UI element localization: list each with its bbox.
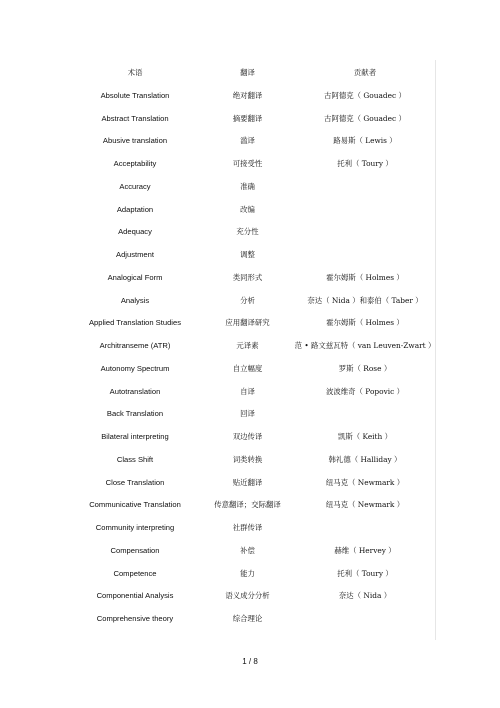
translation-cell: 回译 bbox=[240, 409, 255, 419]
table-row bbox=[0, 335, 500, 358]
table-row bbox=[0, 312, 500, 335]
contributor-cell bbox=[295, 403, 435, 426]
term-cell: Communicative Translation bbox=[89, 500, 181, 510]
translation-cell: 分析 bbox=[240, 295, 255, 305]
contributor-cell: 托利（ Toury ） bbox=[337, 159, 393, 168]
terminology-table bbox=[0, 62, 500, 631]
contributor-cell: 古阿德克（ Gouadec ） bbox=[324, 90, 406, 100]
contributor-cell: 赫维（ Hervey ） bbox=[334, 545, 396, 555]
contributor-cell: 奈达（ Nida ）和泰伯（ Taber ） bbox=[307, 295, 423, 305]
contributor-cell bbox=[295, 176, 435, 199]
term-cell: Architranseme (ATR) bbox=[99, 341, 171, 350]
table-row bbox=[0, 540, 500, 563]
table-row bbox=[0, 153, 500, 176]
translation-cell: 可接受性 bbox=[232, 159, 263, 168]
translation-cell: 摘要翻译 bbox=[232, 113, 263, 123]
table-row bbox=[0, 608, 500, 631]
translation-cell: 充分性 bbox=[236, 227, 259, 237]
table-row bbox=[0, 130, 500, 153]
table-row bbox=[0, 290, 500, 313]
term-cell: Absolute Translation bbox=[100, 90, 170, 100]
header-translation: 翻译 bbox=[240, 68, 255, 77]
contributor-cell: 霍尔姆斯（ Holmes ） bbox=[326, 272, 404, 282]
term-cell: Compensation bbox=[110, 545, 160, 555]
contributor-cell: 路易斯（ Lewis ） bbox=[333, 136, 397, 146]
term-cell: Adjustment bbox=[116, 250, 154, 259]
term-cell: Autonomy Spectrum bbox=[100, 363, 170, 373]
contributor-cell: 奈达（ Nida ） bbox=[338, 591, 392, 601]
table-row bbox=[0, 176, 500, 199]
table-row bbox=[0, 494, 500, 517]
contributor-cell bbox=[295, 608, 435, 631]
term-cell: Competence bbox=[113, 568, 157, 578]
term-cell: Analysis bbox=[120, 295, 150, 305]
term-cell: Adequacy bbox=[118, 227, 152, 237]
term-cell: Class Shift bbox=[116, 454, 154, 464]
table-row bbox=[0, 517, 500, 540]
translation-cell: 元译素 bbox=[236, 341, 259, 350]
translation-cell: 应用翻译研究 bbox=[225, 318, 270, 328]
translation-cell: 综合理论 bbox=[232, 614, 263, 623]
table-header bbox=[0, 62, 500, 85]
translation-cell: 传意翻译；交际翻译 bbox=[214, 500, 281, 510]
translation-cell: 改编 bbox=[240, 204, 255, 214]
contributor-cell: 纽马克（ Newmark ） bbox=[325, 500, 405, 510]
header-contributor: 贡献者 bbox=[353, 68, 377, 77]
translation-cell: 自立幅度 bbox=[232, 363, 263, 373]
translation-cell: 绝对翻译 bbox=[232, 90, 263, 100]
table-row bbox=[0, 358, 500, 381]
contributor-cell: 波波维奇（ Popovic ） bbox=[325, 386, 405, 396]
table-row bbox=[0, 563, 500, 586]
table-row bbox=[0, 403, 500, 426]
translation-cell: 调整 bbox=[240, 250, 255, 259]
translation-cell: 准确 bbox=[240, 181, 255, 191]
table-row bbox=[0, 108, 500, 131]
term-cell: Abusive translation bbox=[102, 136, 168, 146]
contributor-cell: 凯斯（ Keith ） bbox=[337, 432, 393, 441]
contributor-cell: 纽马克（ Newmark ） bbox=[325, 477, 405, 487]
header-term: 术语 bbox=[127, 68, 143, 77]
translation-cell: 类同形式 bbox=[232, 272, 263, 282]
table-row bbox=[0, 449, 500, 472]
term-cell: Autotranslation bbox=[109, 386, 161, 396]
translation-cell: 语义成分分析 bbox=[225, 591, 270, 601]
contributor-cell: 霍尔姆斯（ Holmes ） bbox=[326, 318, 404, 328]
term-cell: Componential Analysis bbox=[96, 591, 174, 601]
contributor-cell: 范 • 路文兹瓦特（ van Leuven-Zwart ） bbox=[294, 341, 436, 350]
translation-cell: 补偿 bbox=[240, 545, 255, 555]
contributor-cell: 古阿德克（ Gouadec ） bbox=[324, 113, 406, 123]
contributor-cell: 托利（ Toury ） bbox=[337, 568, 393, 578]
term-cell: Bilateral interpreting bbox=[101, 432, 169, 441]
table-row bbox=[0, 585, 500, 608]
table-row bbox=[0, 381, 500, 404]
table-row bbox=[0, 426, 500, 449]
contributor-cell bbox=[295, 244, 435, 267]
table-body bbox=[0, 85, 500, 631]
table-row bbox=[0, 199, 500, 222]
contributor-cell: 罗斯（ Rose ） bbox=[338, 363, 392, 373]
term-cell: Applied Translation Studies bbox=[88, 318, 182, 328]
term-cell: Community interpreting bbox=[95, 523, 175, 532]
translation-cell: 自译 bbox=[240, 386, 255, 396]
page-number: 1 / 8 bbox=[242, 657, 258, 666]
contributor-cell: 韩礼德（ Halliday ） bbox=[328, 454, 402, 464]
translation-cell: 双边传译 bbox=[232, 432, 263, 441]
term-cell: Abstract Translation bbox=[101, 113, 169, 123]
contributor-cell bbox=[295, 221, 435, 244]
term-cell: Accuracy bbox=[119, 181, 151, 191]
translation-cell: 能力 bbox=[240, 568, 255, 578]
term-cell: Close Translation bbox=[105, 477, 165, 487]
term-cell: Acceptability bbox=[113, 159, 157, 168]
term-cell: Back Translation bbox=[106, 409, 164, 419]
translation-cell: 社群传译 bbox=[232, 523, 263, 532]
contributor-cell bbox=[295, 199, 435, 222]
translation-cell: 贴近翻译 bbox=[232, 477, 263, 487]
term-cell: Adaptation bbox=[116, 204, 154, 214]
term-cell: Analogical Form bbox=[107, 272, 163, 282]
table-row bbox=[0, 221, 500, 244]
term-cell: Comprehensive theory bbox=[96, 614, 174, 623]
table-row bbox=[0, 244, 500, 267]
table-row bbox=[0, 267, 500, 290]
table-row bbox=[0, 472, 500, 495]
translation-cell: 词类转换 bbox=[232, 454, 263, 464]
table-row bbox=[0, 85, 500, 108]
contributor-cell bbox=[295, 517, 435, 540]
translation-cell: 滥译 bbox=[240, 136, 255, 146]
